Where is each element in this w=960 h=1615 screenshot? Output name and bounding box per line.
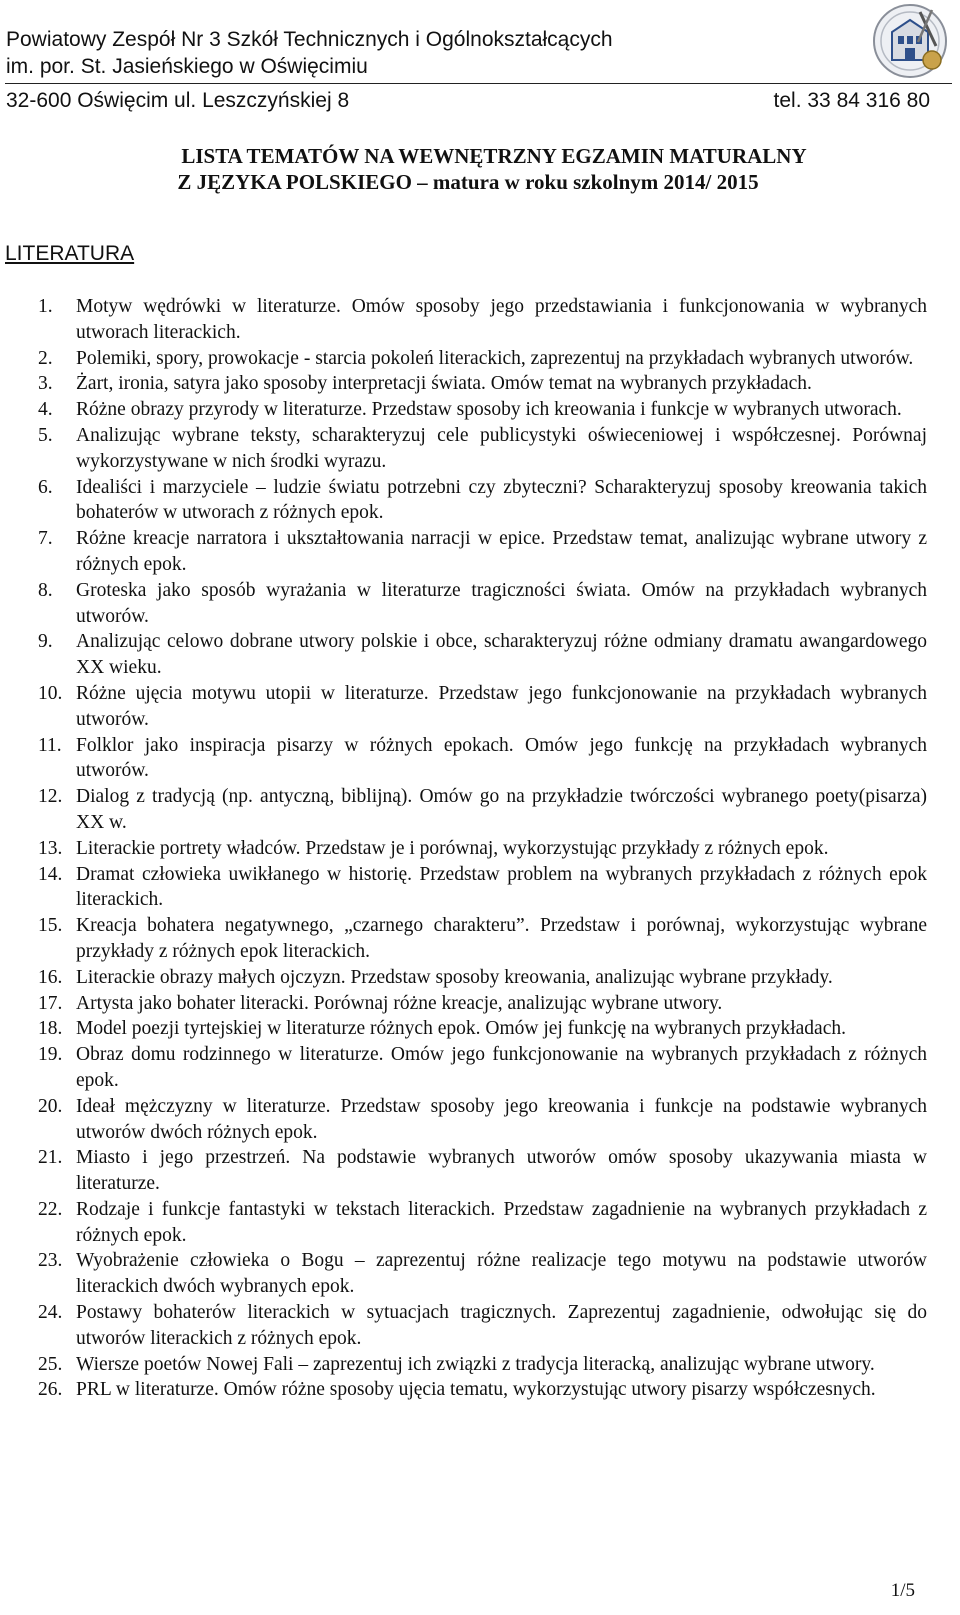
topic-item (0, 294, 960, 346)
topic-number: 24. (38, 1302, 63, 1324)
topic-item (0, 526, 960, 578)
topic-text: Ideał mężczyzny w literaturze. Przedstaw sposoby jego kreowania i funkcje na podstawie wybranych utworów dwóch różnych epok. (76, 1095, 927, 1143)
topic-item (0, 862, 960, 914)
topic-number: 14. (38, 863, 63, 885)
topic-text: Model poezji tyrtejskiej w literaturze różnych epok. Omów jej funkcję na wybranych przykładach. (76, 1018, 846, 1040)
topic-item (0, 346, 960, 372)
topic-item (0, 965, 960, 991)
topic-number: 5. (38, 424, 53, 446)
topic-text: Różne obrazy przyrody w literaturze. Przedstaw sposoby ich kreowania i funkcje w wybranych utworach. (76, 399, 902, 421)
topic-text: Polemiki, spory, prowokacje - starcia pokoleń literackich, zaprezentuj na przykładach wybranych utworów. (76, 347, 914, 369)
topic-number: 12. (38, 786, 63, 808)
topic-number: 16. (38, 966, 63, 988)
topic-number: 6. (38, 476, 53, 498)
topic-text: Postawy bohaterów literackich w sytuacjach tragicznych. Zaprezentuj zagadnienie, odwołując się do utworów literackich z różnych epok. (76, 1302, 927, 1349)
topic-text: Artysta jako bohater literacki. Porównaj różne kreacje, analizując wybrane utwory. (76, 992, 723, 1014)
topic-number: 21. (38, 1147, 63, 1169)
topic-item (0, 1197, 960, 1249)
document-title-line2: Z JĘZYKA POLSKIEGO – matura w roku szkolnym 2014/ 2015 (177, 170, 759, 194)
page-number: 1/5 (890, 1580, 915, 1601)
topic-text: Żart, ironia, satyra jako sposoby interpretacji świata. Omów temat na wybranych przykładach. (76, 373, 812, 395)
topic-number: 18. (38, 1018, 63, 1040)
topic-number: 3. (38, 373, 53, 395)
topic-text: Różne kreacje narratora i ukształtowania narracji w epice. Przedstaw temat, analizując wybrane utwory z różnych epok. (76, 528, 927, 575)
topic-number: 1. (38, 296, 53, 317)
topic-number: 7. (38, 528, 53, 550)
topic-list (0, 294, 960, 1403)
topic-item (0, 1352, 960, 1378)
topic-item (0, 913, 960, 965)
topic-number: 9. (38, 631, 53, 653)
topic-text: Rodzaje i funkcje fantastyki w tekstach literackich. Przedstaw zagadnienie na wybranych przykładach z różnych epok. (76, 1198, 927, 1246)
topic-text: Groteska jako sposób wyrażania w literaturze tragiczności świata. Omów na przykładach wybranych utworów. (76, 579, 927, 627)
topic-number: 11. (38, 734, 62, 756)
topic-item (0, 733, 960, 785)
topic-number: 15. (38, 915, 63, 937)
topic-number: 10. (38, 682, 63, 704)
topic-item (0, 1145, 960, 1197)
topic-item (0, 1377, 960, 1403)
topic-text: Obraz domu rodzinnego w literaturze. Omów jego funkcjonowanie na wybranych przykładach z różnych epok. (76, 1044, 927, 1091)
document-title-line1: LISTA TEMATÓW NA WEWNĘTRZNY EGZAMIN MATURALNY (181, 144, 807, 168)
topic-item (0, 475, 960, 527)
school-name-line2: im. por. St. Jasieńskiego w Oświęcimiu (6, 55, 368, 78)
topic-number: 2. (38, 347, 53, 369)
topic-item (0, 1094, 960, 1146)
topic-item (0, 578, 960, 630)
topic-text: Analizując wybrane teksty, scharakteryzuj cele publicystyki oświeceniowej i współczesnej. Porównaj wykorzystywane w nich środki wyrazu. (76, 424, 927, 472)
topic-item (0, 836, 960, 862)
section-heading: LITERATURA (5, 242, 135, 265)
topic-text: Literackie obrazy małych ojczyzn. Przedstaw sposoby kreowania, analizując wybrane przykłady. (76, 966, 833, 988)
topic-text: Kreacja bohatera negatywnego, „czarnego charakteru”. Przedstaw i porównaj, wykorzystując wybrane przykłady z różnych epok literackich. (76, 915, 927, 962)
topic-number: 19. (38, 1044, 63, 1066)
topic-number: 4. (38, 399, 53, 421)
school-phone: tel. 33 84 316 80 (773, 89, 930, 112)
topic-text: Dialog z tradycją (np. antyczną, biblijną). Omów go na przykładzie twórczości wybranego poety(pisarza) XX w. (76, 786, 927, 833)
school-address: 32-600 Oświęcim ul. Leszczyńskiej 8 (6, 89, 350, 112)
topic-text: Folklor jako inspiracja pisarzy w różnych epokach. Omów jego funkcję na przykładach wybranych utworów. (76, 734, 927, 782)
topic-item (0, 784, 960, 836)
topic-text: Literackie portrety władców. Przedstaw je i porównaj, wykorzystując przykłady z różnych epok. (76, 837, 829, 859)
topic-number: 13. (38, 837, 63, 859)
topic-item (0, 1248, 960, 1300)
header-divider (5, 83, 952, 84)
school-name-line1: Powiatowy Zespół Nr 3 Szkół Technicznych i Ogólnokształcących (6, 28, 613, 51)
topic-text: Wiersze poetów Nowej Fali – zaprezentuj ich związki z tradycja literacką, analizując wybrane utwory. (76, 1353, 875, 1375)
topic-text: Różne ujęcia motywu utopii w literaturze. Przedstaw jego funkcjonowanie na przykładach wybranych utworów. (76, 682, 927, 730)
topic-text: PRL w literaturze. Omów różne sposoby ujęcia tematu, wykorzystując utwory pisarzy współczesnych. (76, 1379, 876, 1401)
topic-item (0, 629, 960, 681)
topic-item (0, 371, 960, 397)
topic-item (0, 991, 960, 1017)
topic-text: Miasto i jego przestrzeń. Na podstawie wybranych utworów omów sposoby ukazywania miasta w literaturze. (76, 1147, 927, 1195)
topic-number: 17. (38, 992, 63, 1014)
topic-item (0, 1016, 960, 1042)
topic-text: Idealiści i marzyciele – ludzie światu potrzebni czy zbyteczni? Scharakteryzuj sposoby kreowania takich bohaterów w utworach z różnych epok. (76, 476, 927, 524)
topic-item (0, 1042, 960, 1094)
topic-number: 26. (38, 1379, 63, 1401)
topic-text: Motyw wędrówki w literaturze. Omów sposoby jego przedstawiania i funkcjonowania w wybranych utworach literackich. (76, 296, 927, 343)
topic-number: 23. (38, 1250, 63, 1272)
topic-item (0, 1300, 960, 1352)
topic-text: Analizując celowo dobrane utwory polskie i obce, scharakteryzuj różne odmiany dramatu awangardowego XX wieku. (76, 631, 927, 679)
topic-number: 22. (38, 1198, 63, 1220)
topic-item (0, 423, 960, 475)
topic-item (0, 397, 960, 423)
topic-item (0, 681, 960, 733)
topic-number: 20. (38, 1095, 63, 1117)
school-crest-icon (870, 2, 950, 80)
topic-number: 8. (38, 579, 53, 601)
topic-number: 25. (38, 1353, 63, 1375)
topic-text: Wyobrażenie człowieka o Bogu – zaprezentuj różne realizacje tego motywu na podstawie utworów literackich dwóch wybranych epok. (76, 1250, 927, 1298)
topic-text: Dramat człowieka uwikłanego w historię. Przedstaw problem na wybranych przykładach z różnych epok literackich. (76, 863, 927, 911)
